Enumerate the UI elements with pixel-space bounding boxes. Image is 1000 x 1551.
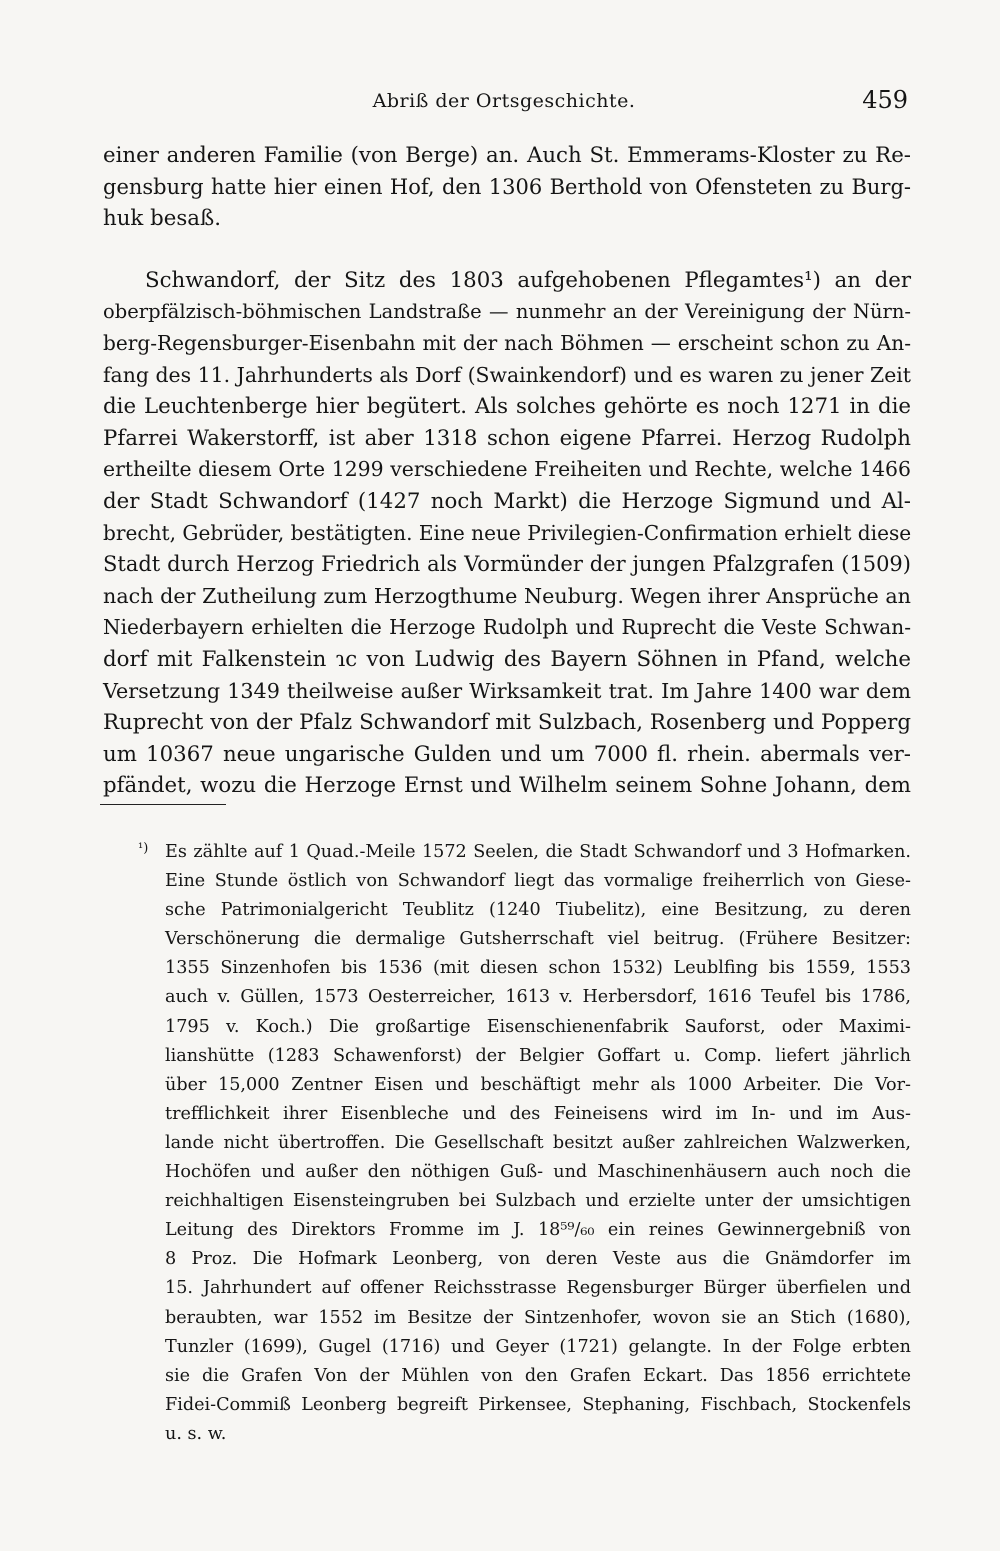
footnote-line: u. s. w. xyxy=(165,1423,227,1444)
footnote-line: trefflichkeit ihrer Eisenbleche und des Feineisens wird im In- und im Aus- xyxy=(165,1103,911,1124)
running-head xyxy=(100,86,908,116)
footnote-line: lande nicht übertroffen. Die Gesellschaft besitzt außer zahlreichen Walzwerken, xyxy=(165,1132,911,1153)
body-line: gensburg hatte hier einen Hof, den 1306 Berthold von Ofensteten zu Burg- xyxy=(103,174,911,199)
body-line: Niederbayern erhielten die Herzoge Rudolph und Ruprecht die Veste Schwan- xyxy=(103,615,911,640)
body-line: einer anderen Familie (von Berge) an. Auch St. Emmerams-Kloster zu Re- xyxy=(103,143,911,168)
footnote-line: Eine Stunde östlich von Schwandorf liegt das vormalige freiherrlich von Giese- xyxy=(165,871,911,892)
body-line: huk besaß. xyxy=(103,206,221,232)
footnote-line: sie die Grafen Von der Mühlen von den Grafen Eckart. Das 1856 errichtete xyxy=(165,1365,911,1386)
footnote-line: Es zählte auf 1 Quad.-Meile 1572 Seelen, die Stadt Schwandorf und 3 Hofmarken. xyxy=(165,842,911,862)
footnote-line: auch v. Güllen, 1573 Oesterreicher, 1613 v. Herbersdorf, 1616 Teufel bis 1786, xyxy=(165,987,911,1008)
footnote-line: über 15,000 Zentner Eisen und beschäftigt mehr als 1000 Arbeiter. Die Vor- xyxy=(165,1074,911,1095)
body-line: um 10367 neue ungarische Gulden und um 7000 fl. rhein. abermals ver- xyxy=(103,741,911,767)
body-line: der Stadt Schwandorf (1427 noch Markt) die Herzoge Sigmund und Al- xyxy=(103,488,911,514)
body-line: brecht, Gebrüder, bestätigten. Eine neue Privilegien-Confirmation erhielt diese xyxy=(103,520,912,545)
paragraph-gap xyxy=(103,235,911,265)
footnote-line: sche Patrimonialgericht Teublitz (1240 Tiubelitz), eine Besitzung, zu deren xyxy=(165,900,911,921)
footnote-rule xyxy=(100,804,226,805)
running-title: Abriß der Ortsgeschichte. xyxy=(372,90,636,112)
footnote-marker: ¹) xyxy=(138,841,149,856)
footnote-line: beraubten, war 1552 im Besitze der Sintzenhofer, wovon sie an Stich (1680), xyxy=(165,1307,911,1328)
body-line: ertheilte diesem Orte 1299 verschiedene Freiheiten und Rechte, welche 1466 xyxy=(103,457,911,482)
body-line: fang des 11. Jahrhunderts als Dorf (Swainkendorf) und es waren zu jener Zeit xyxy=(103,362,911,387)
footnote-line: Verschönerung die dermalige Gutsherrschaft viel beitrug. (Frühere Besitzer: xyxy=(165,929,911,950)
footnote-line: Hochöfen und außer den nöthigen Guß- und Maschinenhäusern auch noch die xyxy=(165,1162,911,1183)
footnote xyxy=(165,838,911,1449)
footnote-line: Tunzler (1699), Gugel (1716) und Geyer (1721) gelangte. In der Folge erbten xyxy=(165,1336,911,1357)
body-line: dorf mit Falkenstein ɿc von Ludwig des Bayern Söhnen in Pfand, welche xyxy=(103,646,911,672)
body-line: die Leuchtenberge hier begütert. Als solches gehörte es noch 1271 in die xyxy=(103,394,911,420)
footnote-line: Leitung des Direktors Fromme im J. 18⁵⁹/₆₀ ein reines Gewinnergebniß von xyxy=(165,1220,911,1241)
footnote-line: Fidei-Commiß Leonberg begreift Pirkensee, Stephaning, Fischbach, Stockenfels xyxy=(165,1394,911,1415)
footnote-line: reichhaltigen Eisensteingruben bei Sulzbach und erzielte unter der umsichtigen xyxy=(165,1191,911,1212)
footnote-line: 1355 Sinzenhofen bis 1536 (mit diesen schon 1532) Leublfing bis 1559, 1553 xyxy=(165,958,911,979)
footnote-line: lianshütte (1283 Schawenforst) der Belgier Goffart u. Comp. liefert jährlich xyxy=(165,1045,911,1066)
body-text xyxy=(103,140,911,802)
body-line: Stadt durch Herzog Friedrich als Vormünder der jungen Pfalzgrafen (1509) xyxy=(103,552,911,577)
footnote-line: 15. Jahrhundert auf offener Reichsstrasse Regensburger Bürger überfielen und xyxy=(165,1278,911,1299)
body-line: Pfarrei Wakerstorff, ist aber 1318 schon eigene Pfarrei. Herzog Rudolph xyxy=(103,425,911,451)
footnote-line: 8 Proz. Die Hofmark Leonberg, von deren Veste aus die Gnämdorfer im xyxy=(165,1249,911,1270)
body-line: nach der Zutheilung zum Herzogthume Neuburg. Wegen ihrer Ansprüche an xyxy=(103,583,911,608)
footnote-line: 1795 v. Koch.) Die großartige Eisenschienenfabrik Sauforst, oder Maximi- xyxy=(165,1016,911,1037)
body-line: Versetzung 1349 theilweise außer Wirksamkeit trat. Im Jahre 1400 war dem xyxy=(103,678,911,703)
body-line: oberpfälzisch-böhmischen Landstraße — nunmehr an der Vereinigung der Nürn- xyxy=(103,300,911,324)
body-line: Schwandorf, der Sitz des 1803 aufgehobenen Pflegamtes¹) an der xyxy=(145,267,911,293)
body-line: Ruprecht von der Pfalz Schwandorf mit Sulzbach, Rosenberg und Popperg xyxy=(103,710,911,736)
body-line: berg-Regensburger-Eisenbahn mit der nach Böhmen — erscheint schon zu An- xyxy=(103,330,911,355)
body-line: pfändet, wozu die Herzoge Ernst und Wilhelm seinem Sohne Johann, dem xyxy=(103,773,911,799)
page-number: 459 xyxy=(862,86,908,114)
